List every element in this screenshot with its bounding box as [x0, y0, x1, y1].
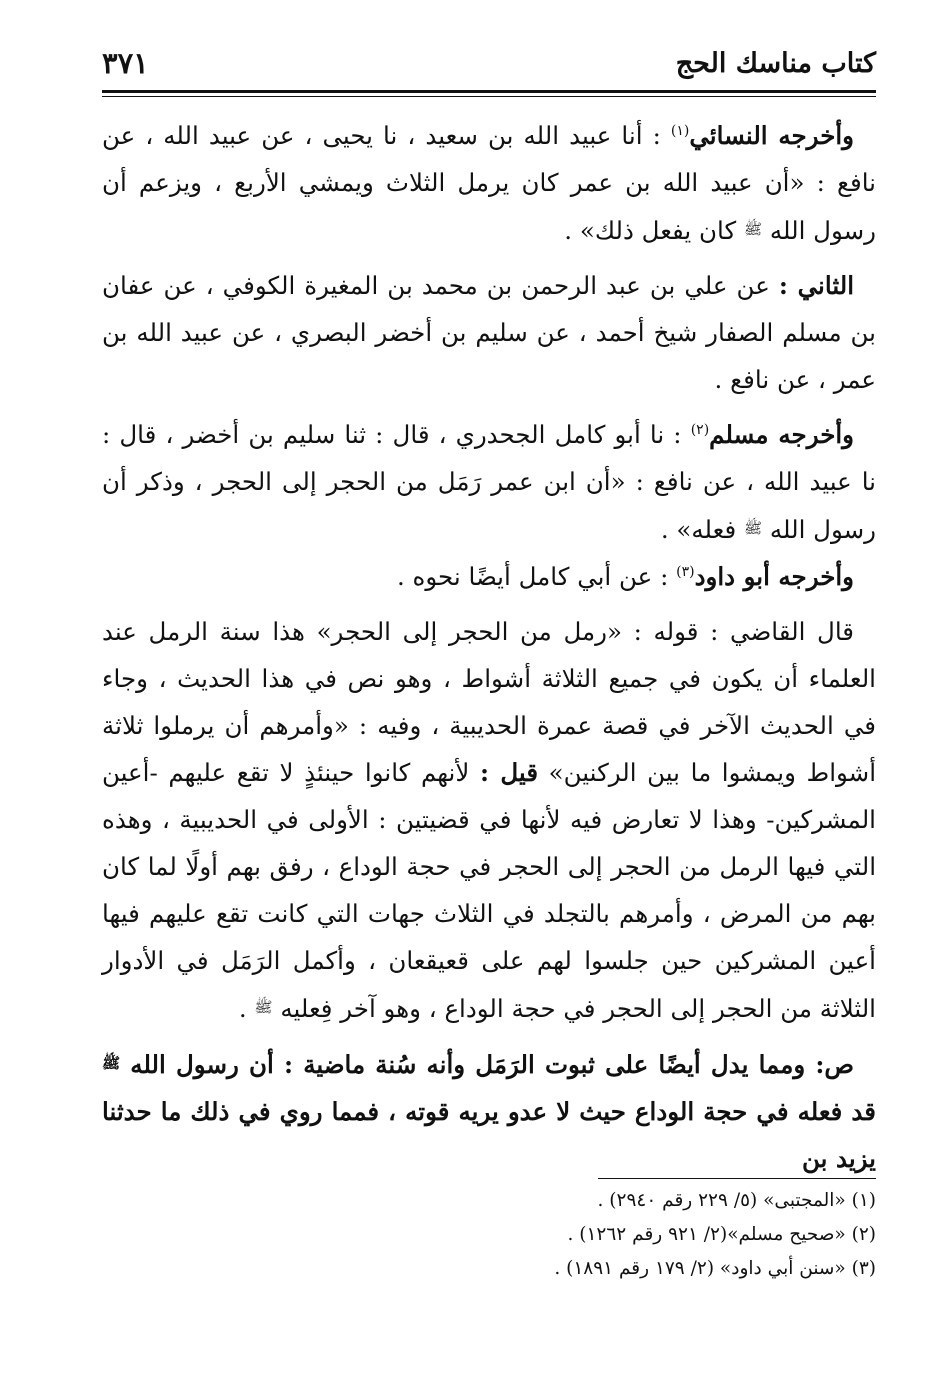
- paragraph-sad: [102, 1040, 876, 1182]
- paragraph-tail: قد فعله في حجة الوداع حيث لا عدو يريه قوته ، فمما روي في ذلك ما حدثنا يزيد بن: [102, 1097, 876, 1173]
- page-number: ٣٧١: [102, 46, 149, 80]
- paragraph-abu-dawud: [102, 553, 876, 600]
- inline-bold-label: قيل :: [479, 758, 539, 787]
- page-header: [102, 38, 876, 88]
- footnote-rule: [598, 1178, 876, 1179]
- salutation-glyph: ﷺ: [102, 1054, 121, 1072]
- source-label: وأخرجه أبو داود: [694, 562, 854, 591]
- main-text: [102, 112, 876, 1190]
- salutation-glyph: ﷺ: [743, 519, 763, 537]
- source-label: وأخرجه النسائي: [689, 121, 854, 150]
- footnote-ref: (٢): [690, 421, 710, 438]
- salutation-glyph: ﷺ: [743, 220, 763, 238]
- footnotes: [102, 1184, 876, 1286]
- paragraph-tail: .: [238, 994, 255, 1023]
- footnote-2: (٢) «صحيح مسلم»(٢/ ٩٢١ رقم ١٢٦٢) .: [567, 1224, 876, 1245]
- footnote-3: (٣) «سنن أبي داود» (٢/ ١٧٩ رقم ١٨٩١) .: [554, 1258, 876, 1279]
- paragraph-text-continued: لأنهم كانوا حينئذٍ لا تقع عليهم -أعين المشركين- وهذا لا تعارض فيه لأنها في قضيتين : الأولى في الحديبية ، وهذه التي فيها الرمل من الحجر إلى الحجر في حجة الوداع ، رفق بهم أولًا لما كان بهم من المرض ، وأمرهم بالتجلد في الثلاث جهات التي كانت تقع عليهم فيها أعين المشركين حين جلسوا لهم على قعيقعان ، وأكمل الرَمَل في الأدوار الثلاثة من الحجر إلى الحجر في حجة الوداع ، وهو آخر فِعليه: [102, 758, 876, 1023]
- section-label: الثاني :: [778, 271, 854, 300]
- header-rule-thin: [102, 96, 876, 97]
- paragraph-text: : أنا عبيد الله بن سعيد ، نا يحيى ، عن عبيد الله ، عن نافع : «أن عبيد الله بن عمر كان يرمل الثلاث ويمشي الأربع ، ويزعم أن رسول الله: [102, 121, 876, 245]
- paragraph-text: قال القاضي : قوله : «رمل من الحجر إلى الحجر» هذا سنة الرمل عند العلماء أن يكون في جميع الثلاثة أشواط ، وهو نص في هذا الحديث ، وجاء في الحديث الآخر في قصة عمرة الحديبية ، وفيه : «وأمرهم أن يرملوا ثلاثة أشواط ويمشوا ما بين الركنين»: [102, 617, 877, 787]
- footnote-ref: (١): [670, 122, 690, 139]
- paragraph-text: عن علي بن عبد الرحمن بن محمد بن المغيرة الكوفي ، عن عفان بن مسلم الصفار شيخ أحمد ، عن سليم بن أخضر البصري ، عن عبيد الله بن عمر ، عن نافع .: [102, 271, 876, 394]
- paragraph-tail: فعله» .: [660, 515, 744, 544]
- source-label: وأخرجه مسلم: [709, 420, 854, 449]
- running-title: كتاب مناسك الحج: [675, 47, 876, 79]
- paragraph-text: ص: ومما يدل أيضًا على ثبوت الرَمَل وأنه سُنة ماضية : أن رسول الله: [120, 1050, 854, 1079]
- paragraph-tail: كان يفعل ذلك» .: [564, 216, 744, 245]
- paragraph-nasai: [102, 112, 876, 254]
- paragraph-qadi: [102, 608, 876, 1032]
- paragraph-second-chain: [102, 262, 876, 403]
- paragraph-text: : عن أبي كامل أيضًا نحوه .: [396, 562, 677, 591]
- salutation-glyph: ﷺ: [254, 998, 273, 1016]
- header-rule: [102, 90, 876, 93]
- footnote-1: (١) «المجتبى» (٥/ ٢٢٩ رقم ٢٩٤٠) .: [597, 1190, 876, 1211]
- paragraph-text: : نا أبو كامل الجحدري ، قال : ثنا سليم بن أخضر ، قال : نا عبيد الله ، عن نافع : «أن ابن عمر رَمَل من الحجر إلى الحجر ، وذكر أن رسول الله: [102, 420, 876, 544]
- footnote-ref: (٣): [676, 563, 695, 580]
- paragraph-muslim: [102, 411, 876, 553]
